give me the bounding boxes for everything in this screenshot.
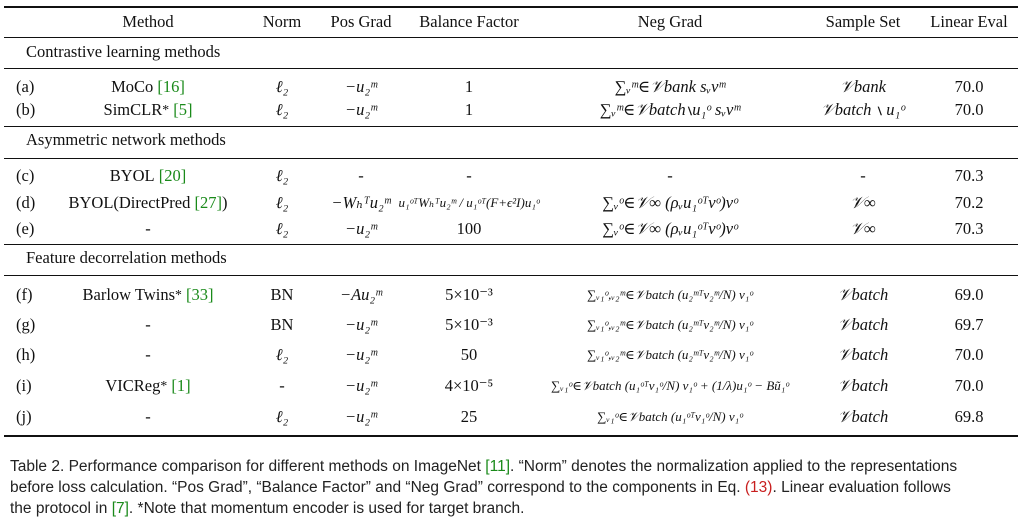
section-title: Asymmetric network methods: [26, 130, 226, 149]
table-row: [4, 98, 1018, 122]
momentum-star: *: [175, 287, 182, 302]
table-row: [4, 374, 1018, 398]
row-balance: 1: [464, 100, 474, 119]
section-title: Contrastive learning methods: [26, 42, 221, 61]
row-balance: 5×10⁻³: [445, 315, 493, 334]
header-linear-eval: Linear Eval: [930, 12, 1008, 31]
method-close-paren: ): [222, 193, 228, 212]
row-balance: u₁ᵒᵀWₕᵀu₂ᵐ / u₁ᵒᵀ(F+ϵ²I)u₁ᵒ: [398, 195, 540, 210]
row-pos-grad: −Au₂ᵐ: [339, 285, 383, 304]
row-balance: 1: [464, 77, 474, 96]
row-pos-grad: −u₂ᵐ: [344, 219, 377, 238]
row-linear-eval: 70.0: [954, 376, 984, 395]
method-name: MoCo: [111, 77, 154, 96]
row-pos-grad: -: [358, 166, 364, 185]
caption-eq-ref[interactable]: (13): [744, 479, 773, 496]
caption-text: the protocol in: [10, 500, 112, 517]
row-norm: ℓ₂: [275, 100, 289, 119]
row-method: [50, 164, 246, 188]
method-name: BYOL(DirectPred: [68, 193, 191, 212]
row-norm: ℓ₂: [275, 407, 289, 426]
row-norm: ℓ₂: [275, 193, 289, 212]
row-pos-grad: −u₂ᵐ: [344, 407, 377, 426]
caption-line: [10, 477, 1020, 498]
caption-line: [10, 456, 1020, 477]
method-name: Barlow Twins: [82, 285, 175, 304]
row-sample-set: 𝒱batch ∖ u₁ᵒ: [821, 100, 905, 119]
row-linear-eval: 70.3: [954, 166, 984, 185]
row-pos-grad: −u₂ᵐ: [344, 345, 377, 364]
row-method: -: [145, 315, 151, 334]
row-norm: ℓ₂: [275, 345, 289, 364]
row-id: (j): [16, 407, 32, 426]
caption-text: Table 2. Performance comparison for different methods on ImageNet: [10, 458, 486, 475]
table-row: [4, 217, 1018, 241]
row-balance: 50: [460, 345, 478, 364]
row-pos-grad: −u₂ᵐ: [344, 315, 377, 334]
row-balance: -: [466, 166, 472, 185]
row-sample-set: 𝒱∞: [850, 219, 876, 238]
row-linear-eval: 69.0: [954, 285, 984, 304]
row-sample-set: 𝒱bank: [840, 77, 886, 96]
caption-text: before loss calculation. “Pos Grad”, “Balance Factor” and “Neg Grad” correspond to the components in Eq.: [10, 479, 745, 496]
row-method: [50, 283, 246, 307]
row-id: (d): [16, 193, 36, 212]
row-sample-set: 𝒱batch: [837, 407, 889, 426]
header-pos-grad: Pos Grad: [330, 12, 392, 31]
row-neg-grad: ∑ᵥ₁ᵒ,ᵥ₂ᵐ∈𝒱batch (u₂ᵐᵀv₂ᵐ/N) v₁ᵒ: [587, 287, 753, 302]
row-neg-grad: -: [667, 166, 673, 185]
table-header: [4, 10, 1018, 34]
table-row: [4, 405, 1018, 429]
method-name: SimCLR: [103, 100, 163, 119]
section-rule: [4, 275, 1018, 276]
row-sample-set: 𝒱batch: [837, 376, 889, 395]
method-cite: [33]: [186, 285, 214, 304]
row-method: [50, 191, 246, 215]
row-method: -: [145, 407, 151, 426]
row-balance: 5×10⁻³: [445, 285, 493, 304]
section-rule: [4, 244, 1018, 245]
caption-text: . “Norm” denotes the normalization applied to the representations: [510, 458, 958, 475]
table-row: [4, 191, 1018, 215]
method-cite: [20]: [158, 166, 187, 185]
row-id: (e): [16, 219, 35, 238]
method-name: VICReg: [105, 376, 161, 395]
table-row: [4, 283, 1018, 307]
row-sample-set: 𝒱batch: [837, 315, 889, 334]
row-pos-grad: −u₂ᵐ: [344, 376, 377, 395]
row-neg-grad: ∑ᵥ₁ᵒ∈𝒱batch (u₁ᵒᵀv₁ᵒ/N) v₁ᵒ + (1/λ)u₁ᵒ − Bũ₁ᵒ: [550, 378, 790, 393]
row-neg-grad: ∑ᵥ₁ᵒ∈𝒱batch (u₁ᵒᵀv₁ᵒ/N) v₁ᵒ: [597, 409, 743, 424]
section-rule: [4, 158, 1018, 159]
row-neg-grad: ∑ᵥᵒ∈𝒱∞ (ρᵥu₁ᵒᵀvᵒ)vᵒ: [602, 219, 738, 238]
row-balance: 25: [460, 407, 478, 426]
header-balance-factor: Balance Factor: [419, 12, 519, 31]
method-cite: [1]: [171, 376, 191, 395]
row-sample-set: 𝒱batch: [837, 285, 889, 304]
row-method: [50, 98, 246, 122]
row-linear-eval: 70.2: [954, 193, 984, 212]
row-linear-eval: 69.7: [954, 315, 984, 334]
row-norm: BN: [270, 315, 294, 334]
row-norm: ℓ₂: [275, 77, 289, 96]
method-cite: [16]: [157, 77, 185, 96]
table-caption: [10, 456, 1020, 519]
method-cite: [5]: [173, 100, 193, 119]
row-neg-grad: ∑ᵥ₁ᵒ,ᵥ₂ᵐ∈𝒱batch (u₂ᵐᵀv₂ᵐ/N) v₁ᵒ: [587, 317, 753, 332]
row-pos-grad: −Wₕᵀu₂ᵐ: [331, 193, 391, 212]
row-pos-grad: −u₂ᵐ: [344, 100, 377, 119]
row-id: (f): [16, 285, 33, 304]
row-linear-eval: 70.0: [954, 77, 984, 96]
row-neg-grad: ∑ᵥ₁ᵒ,ᵥ₂ᵐ∈𝒱batch (u₂ᵐᵀv₂ᵐ/N) v₁ᵒ: [587, 347, 753, 362]
row-linear-eval: 70.0: [954, 345, 984, 364]
momentum-star: *: [160, 378, 168, 393]
header-norm: Norm: [262, 12, 302, 31]
header-neg-grad: Neg Grad: [637, 12, 703, 31]
row-id: (i): [16, 376, 32, 395]
row-sample-set: 𝒱batch: [837, 345, 889, 364]
caption-text: . *Note that momentum encoder is used for target branch.: [128, 500, 525, 517]
row-method: -: [145, 219, 151, 238]
method-cite: [27]: [194, 193, 222, 212]
row-method: [50, 374, 246, 398]
header-method: Method: [122, 12, 174, 31]
section-title: Feature decorrelation methods: [26, 248, 227, 267]
row-id: (g): [16, 315, 36, 334]
row-norm: BN: [270, 285, 294, 304]
row-sample-set: -: [860, 166, 866, 185]
row-id: (a): [16, 77, 35, 96]
table-row: [4, 343, 1018, 367]
section-rule: [4, 126, 1018, 127]
caption-cite[interactable]: [7]: [111, 500, 129, 517]
row-neg-grad: ∑ᵥᵐ∈𝒱batch∖u₁ᵒ sᵥvᵐ: [599, 100, 741, 119]
row-sample-set: 𝒱∞: [850, 193, 876, 212]
table-row: [4, 313, 1018, 337]
row-balance: 4×10⁻⁵: [444, 376, 494, 395]
table-row: [4, 75, 1018, 99]
top-rule: [4, 6, 1018, 8]
header-rule: [4, 37, 1018, 38]
method-name: BYOL: [109, 166, 155, 185]
row-balance: 100: [456, 219, 482, 238]
row-norm: ℓ₂: [275, 219, 289, 238]
row-neg-grad: ∑ᵥᵐ∈𝒱bank sᵥvᵐ: [614, 77, 726, 96]
caption-text: . Linear evaluation follows: [772, 479, 951, 496]
row-id: (c): [16, 166, 35, 185]
row-linear-eval: 70.0: [954, 100, 984, 119]
row-norm: -: [279, 376, 285, 395]
row-linear-eval: 70.3: [954, 219, 984, 238]
header-sample-set: Sample Set: [825, 12, 901, 31]
row-linear-eval: 69.8: [954, 407, 984, 426]
row-pos-grad: −u₂ᵐ: [344, 77, 377, 96]
momentum-star: *: [162, 102, 170, 117]
row-id: (h): [16, 345, 36, 364]
row-norm: ℓ₂: [275, 166, 289, 185]
section-rule: [4, 68, 1018, 69]
row-method: -: [145, 345, 151, 364]
row-id: (b): [16, 100, 36, 119]
row-method: [50, 75, 246, 99]
table-row: [4, 164, 1018, 188]
row-neg-grad: ∑ᵥᵒ∈𝒱∞ (ρᵥu₁ᵒᵀvᵒ)vᵒ: [602, 193, 738, 212]
bottom-rule: [4, 435, 1018, 437]
caption-line: [10, 498, 1020, 519]
caption-cite[interactable]: [11]: [485, 458, 510, 475]
